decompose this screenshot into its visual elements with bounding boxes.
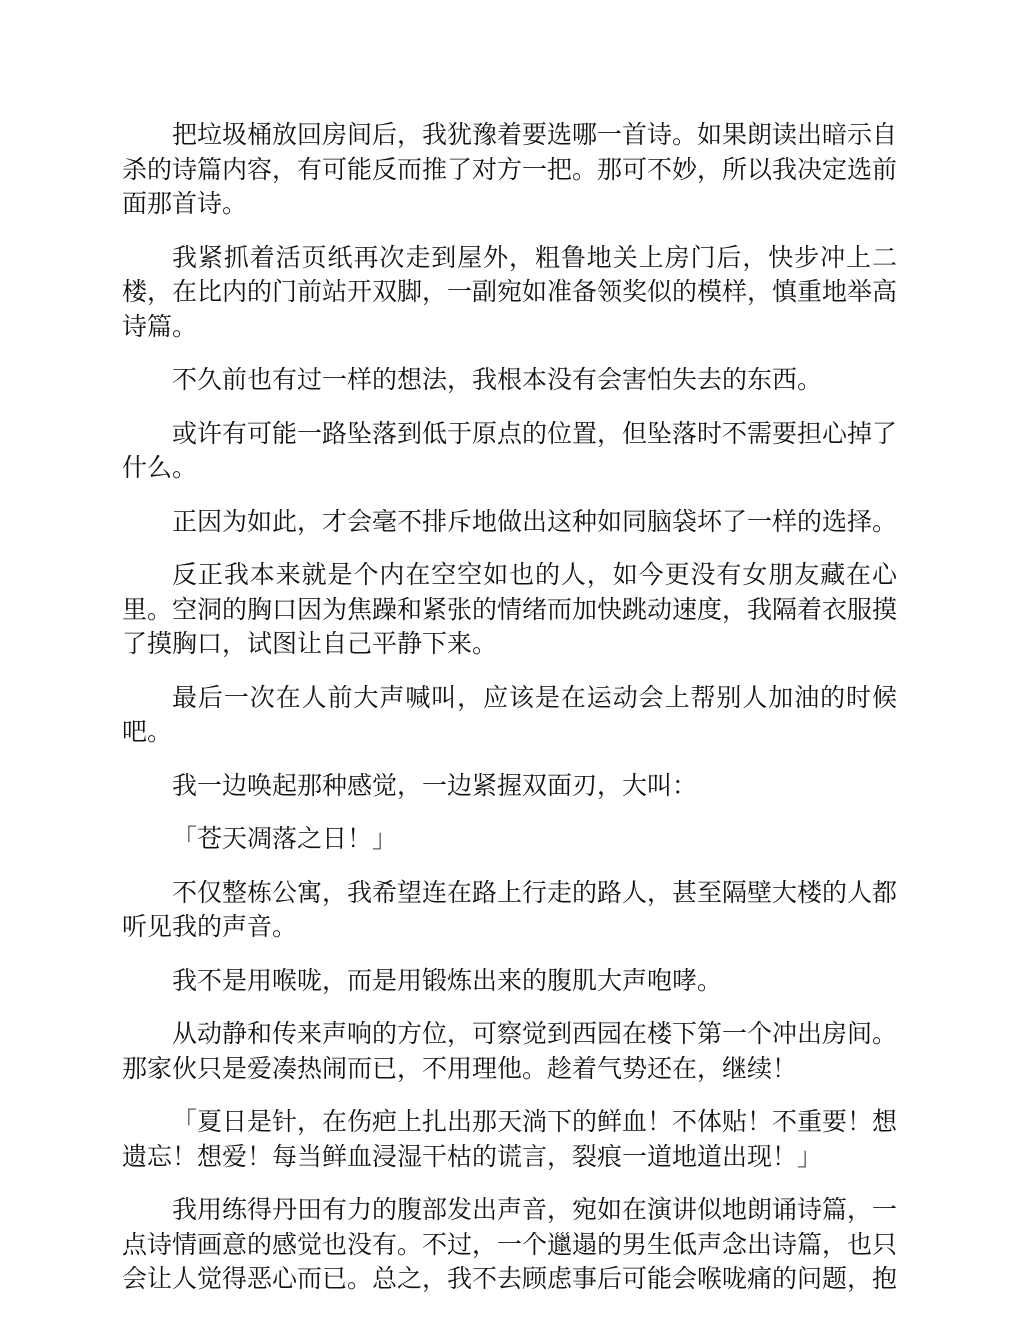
paragraph-11: 我不是用喉咙，而是用锻炼出来的腹肌大声咆哮。 (172, 965, 723, 995)
paragraph-5: 正因为如此，才会毫不排斥地做出这种如同脑袋坏了一样的选择。 (172, 506, 898, 536)
paragraph-3: 不久前也有过一样的想法，我根本没有会害怕失去的东西。 (172, 365, 823, 394)
paragraph-10: 不仅整栋公寓，我希望连在路上行走的路人，甚至隔壁大楼的人都听见我的声音。 (122, 877, 898, 941)
paragraph-12: 从动静和传来声响的方位，可察觉到西园在楼下第一个冲出房间。那家伙只是爱凑热闹而已，不用理他。趁着气势还在，继续！ (122, 1019, 898, 1083)
paragraph-7: 最后一次在人前大声喊叫，应该是在运动会上帮别人加油的时候吧。 (122, 682, 897, 746)
paragraph-1: 把垃圾桶放回房间后，我犹豫着要选哪一首诗。如果朗读出暗示自杀的诗篇内容，有可能反而推了对方一把。那可不妙，所以我决定选前面那首诗。 (122, 120, 898, 218)
paragraph-8: 我一边唤起那种感觉，一边紧握双面刃，大叫： (172, 770, 698, 800)
paragraph-6: 反正我本来就是个内在空空如也的人，如今更没有女朋友藏在心里。空洞的胸口因为焦躁和紧张的情绪而加快跳动速度，我隔着衣服摸了摸胸口，试图让自己平静下来。 (122, 560, 898, 658)
paragraph-2: 我紧抓着活页纸再次走到屋外，粗鲁地关上房门后，快步冲上二楼，在比内的门前站开双脚，一副宛如准备领奖似的模样，慎重地举高诗篇。 (122, 242, 898, 341)
paragraph-14: 我用练得丹田有力的腹部发出声音，宛如在演讲似地朗诵诗篇，一点诗情画意的感觉也没有。不过，一个邋遢的男生低声念出诗篇，也只会让人觉得恶心而已。总之，我不去顾虑事后可能会喉咙痛的问题，抱 (122, 1195, 898, 1293)
dialogue-line-1: 「苍天凋落之日！」 (172, 824, 398, 853)
document-page (122, 118, 897, 1316)
paragraph-4: 或许有可能一路坠落到低于原点的位置，但坠落时不需要担心掉了什么。 (122, 418, 898, 482)
dialogue-line-2: 「夏日是针，在伤疤上扎出那天淌下的鲜血！不体贴！不重要！想遗忘！想爱！每当鲜血浸湿干枯的谎言，裂痕一道地道出现！」 (122, 1107, 898, 1171)
